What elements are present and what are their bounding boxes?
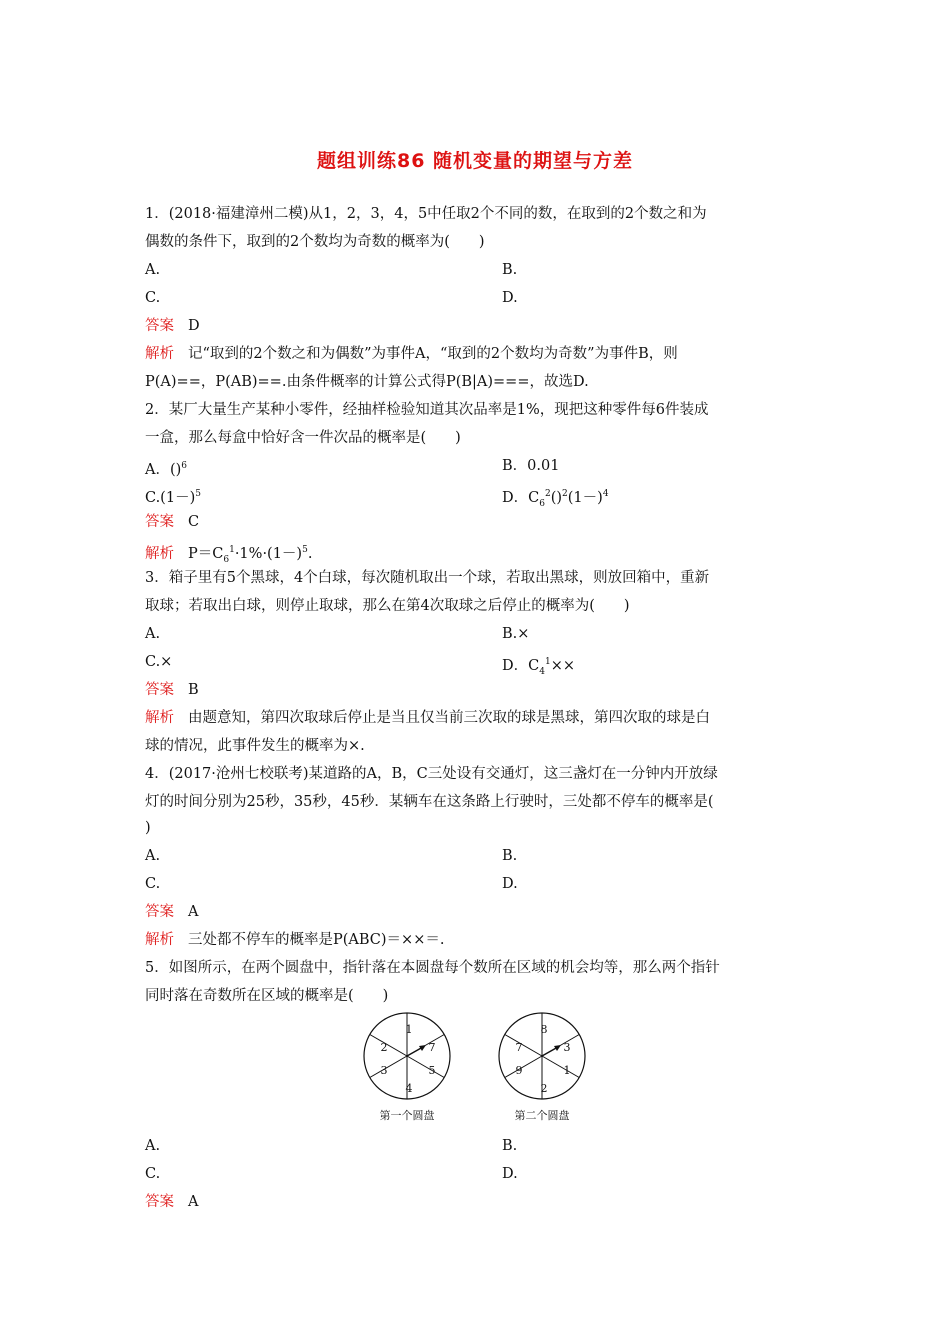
q5-option-b: B. bbox=[502, 1138, 518, 1154]
q2-option-a-exp: 6 bbox=[181, 461, 188, 471]
q3-answer-value: B bbox=[188, 682, 199, 698]
dial-1-number: 5 bbox=[428, 1064, 436, 1077]
q2-stem-line1: 2．某厂大量生产某种小零件，经抽样检验知道其次品率是1%，现把这种零件每6件装成 bbox=[145, 402, 709, 418]
q5-answer-value: A bbox=[188, 1194, 199, 1210]
answer-label: 答案 bbox=[145, 318, 174, 334]
q5-option-a: A. bbox=[145, 1138, 161, 1154]
q4-stem-line2: 灯的时间分别为25秒，35秒，45秒．某辆车在这条路上行驶时，三处都不停车的概率是( bbox=[145, 794, 714, 810]
dial-2 bbox=[499, 1013, 585, 1122]
q2-option-d-sup: 2 bbox=[544, 489, 551, 499]
q1-analysis-line1 bbox=[145, 344, 678, 364]
dial-1-number: 3 bbox=[380, 1064, 388, 1077]
answer-label: 答案 bbox=[145, 1194, 174, 1210]
q1-answer-value: D bbox=[188, 318, 200, 334]
q2-answer bbox=[145, 512, 199, 532]
q3-option-d-post: ×× bbox=[550, 658, 576, 674]
q2-option-a-text: A．() bbox=[145, 462, 182, 478]
q5-answer bbox=[145, 1192, 198, 1212]
q2-analysis-post: . bbox=[307, 546, 313, 562]
q2-option-d-sup3: 4 bbox=[602, 489, 609, 499]
q2-analysis-sup2: 5 bbox=[302, 545, 308, 555]
answer-label: 答案 bbox=[145, 682, 174, 698]
q5-stem-line2: 同时落在奇数所在区域的概率是( ) bbox=[145, 988, 389, 1004]
q1-stem-line2: 偶数的条件下，取到的2个数均为奇数的概率为( ) bbox=[145, 234, 485, 250]
dial-2-number: 7 bbox=[515, 1041, 523, 1054]
q3-option-d-sup: 1 bbox=[544, 657, 551, 667]
q5-stem-line1: 5．如图所示，在两个圆盘中，指针落在本圆盘每个数所在区域的机会均等，那么两个指针 bbox=[145, 960, 720, 976]
q2-answer-value: C bbox=[188, 514, 200, 530]
q2-option-c-exp: 5 bbox=[195, 489, 201, 499]
q2-analysis-mid: ·1%·(1－) bbox=[234, 546, 303, 562]
q5-option-c: C. bbox=[145, 1166, 161, 1182]
q3-answer bbox=[145, 680, 199, 700]
dial-1-number: 2 bbox=[380, 1041, 388, 1054]
dial-2-number: 2 bbox=[540, 1082, 548, 1095]
q4-analysis-text: 三处都不停车的概率是P(ABC)＝××＝. bbox=[188, 932, 445, 948]
q2-option-a bbox=[145, 456, 187, 480]
dial-2-number: 1 bbox=[563, 1064, 571, 1077]
analysis-label: 解析 bbox=[145, 710, 174, 726]
answer-label: 答案 bbox=[145, 904, 174, 920]
q4-option-b: B. bbox=[502, 848, 518, 864]
q3-option-a: A. bbox=[145, 626, 161, 642]
q3-stem-line1: 3．箱子里有5个黑球，4个白球，每次随机取出一个球，若取出黑球，则放回箱中，重新 bbox=[145, 570, 710, 586]
dial-2-number: 8 bbox=[540, 1023, 548, 1036]
dial-1-caption: 第一个圆盘 bbox=[379, 1109, 435, 1122]
analysis-label: 解析 bbox=[145, 346, 174, 362]
q4-option-c: C. bbox=[145, 876, 161, 892]
spinner-figure bbox=[362, 1011, 592, 1131]
q2-option-d-sup2: 2 bbox=[562, 489, 568, 499]
q3-analysis-text1: 由题意知，第四次取球后停止是当且仅当前三次取的球是黑球，第四次取的球是白 bbox=[188, 710, 710, 726]
q1-analysis-line2: P(A)==，P(AB)==.由条件概率的计算公式得P(B|A)===，故选D. bbox=[145, 374, 589, 390]
q1-option-a: A. bbox=[145, 262, 161, 278]
q2-analysis-sub: 6 bbox=[223, 554, 230, 565]
q3-option-c: C.× bbox=[145, 654, 173, 670]
q4-answer bbox=[145, 902, 198, 922]
q4-stem-line1: 4．(2017·沧州七校联考)某道路的A，B，C三处设有交通灯，这三盏灯在一分钟内开放绿 bbox=[145, 766, 718, 782]
page-title: 题组训练86 随机变量的期望与方差 bbox=[316, 150, 634, 172]
q2-option-b: B．0.01 bbox=[502, 458, 560, 474]
q2-option-d-mid: () bbox=[550, 490, 563, 506]
q1-option-b: B. bbox=[502, 262, 518, 278]
answer-label: 答案 bbox=[145, 514, 174, 530]
q3-option-d-sub: 4 bbox=[539, 666, 545, 677]
analysis-label: 解析 bbox=[145, 546, 174, 562]
dial-1-number: 1 bbox=[405, 1023, 413, 1036]
q5-option-d: D. bbox=[502, 1166, 518, 1182]
q2-option-c-text: C.(1－) bbox=[145, 490, 196, 506]
dial-1-number: 4 bbox=[405, 1082, 413, 1095]
q4-stem-line3: ) bbox=[145, 820, 151, 836]
q3-analysis-line2: 球的情况，此事件发生的概率为×. bbox=[145, 738, 365, 754]
q1-analysis-text1: 记“取到的2个数之和为偶数”为事件A，“取到的2个数均为奇数”为事件B，则 bbox=[188, 346, 678, 362]
q2-analysis-sup: 1 bbox=[229, 545, 235, 555]
q2-analysis bbox=[145, 540, 312, 570]
analysis-label: 解析 bbox=[145, 932, 174, 948]
q4-option-d: D. bbox=[502, 876, 518, 892]
dial-1-number: 7 bbox=[428, 1041, 436, 1054]
q3-option-b: B.× bbox=[502, 626, 530, 642]
q1-option-c: C. bbox=[145, 290, 161, 306]
q2-option-d-text: D．C bbox=[502, 490, 540, 506]
q2-option-c bbox=[145, 484, 201, 508]
q2-option-d-sub: 6 bbox=[539, 498, 545, 509]
q2-option-d bbox=[502, 484, 609, 514]
q3-option-d bbox=[502, 652, 575, 682]
dial-2-number: 9 bbox=[515, 1064, 523, 1077]
q4-analysis bbox=[145, 930, 444, 950]
q4-answer-value: A bbox=[188, 904, 199, 920]
dial-2-number: 3 bbox=[563, 1041, 571, 1054]
q1-option-d: D. bbox=[502, 290, 518, 306]
q2-analysis-pre: P＝C bbox=[188, 546, 224, 562]
dial-2-caption: 第二个圆盘 bbox=[514, 1109, 570, 1122]
q2-stem-line2: 一盒，那么每盒中恰好含一件次品的概率是( ) bbox=[145, 430, 461, 446]
q3-option-d-text: D．C bbox=[502, 658, 540, 674]
q1-stem-line1: 1．(2018·福建漳州二模)从1，2，3，4，5中任取2个不同的数，在取到的2个数之和为 bbox=[145, 206, 707, 222]
dial-1 bbox=[364, 1013, 450, 1122]
q4-option-a: A. bbox=[145, 848, 161, 864]
q3-stem-line2: 取球；若取出白球，则停止取球，那么在第4次取球之后停止的概率为( ) bbox=[145, 598, 630, 614]
q1-answer bbox=[145, 316, 200, 336]
q3-analysis-line1 bbox=[145, 708, 710, 728]
q2-option-d-post: (1－) bbox=[567, 490, 603, 506]
